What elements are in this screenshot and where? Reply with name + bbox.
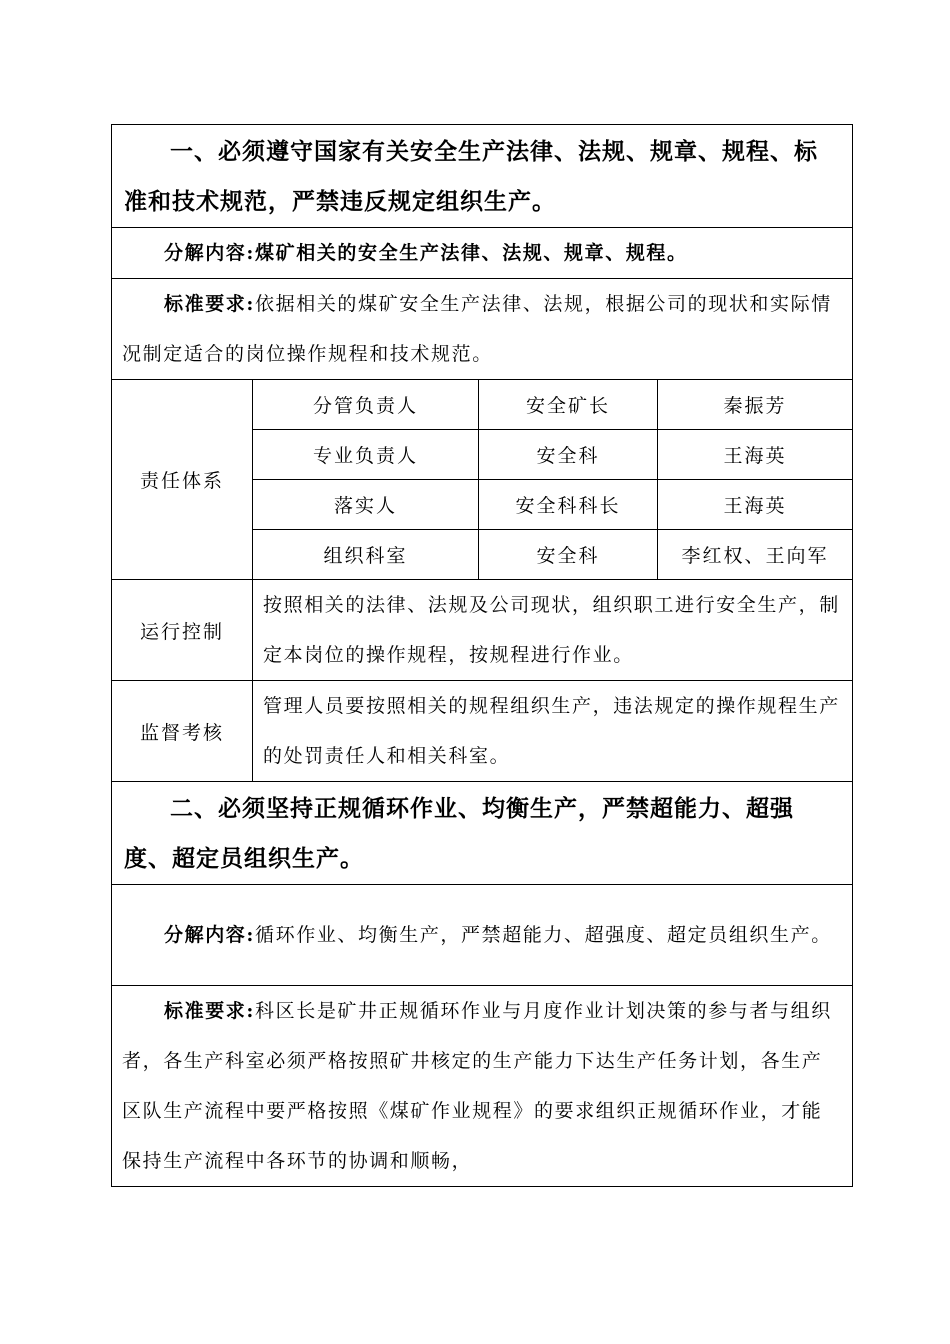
section2-standard-row <box>112 986 853 1187</box>
supervision-label: 监督考核 <box>112 681 253 782</box>
section2-title-row <box>112 782 853 885</box>
decompose-text: 循环作业、均衡生产，严禁超能力、超强度、超定员组织生产。 <box>255 924 832 946</box>
operation-control-label: 运行控制 <box>112 580 253 681</box>
decompose-text: 煤矿相关的安全生产法律、法规、规章、规程。 <box>255 242 688 264</box>
decompose-label: 分解内容: <box>164 924 256 946</box>
person-cell: 王海英 <box>658 430 853 480</box>
responsibility-label: 责任体系 <box>112 380 253 580</box>
role-cell: 组织科室 <box>253 530 479 580</box>
person-cell: 秦振芳 <box>658 380 853 430</box>
section1-title-row <box>112 125 853 228</box>
operation-control-text: 按照相关的法律、法规及公司现状，组织职工进行安全生产，制定本岗位的操作规程，按规程进行作业。 <box>253 580 853 681</box>
decompose-label: 分解内容: <box>164 242 256 264</box>
person-cell: 王海英 <box>658 480 853 530</box>
standard-text: 依据相关的煤矿安全生产法律、法规，根据公司的现状和实际情况制定适合的岗位操作规程和技术规范。 <box>122 293 832 365</box>
dept-cell: 安全科 <box>479 430 658 480</box>
dept-cell: 安全科科长 <box>479 480 658 530</box>
section1-decompose <box>112 228 853 279</box>
responsibility-row <box>112 380 853 430</box>
role-cell: 分管负责人 <box>253 380 479 430</box>
standard-label: 标准要求: <box>164 293 256 315</box>
operation-control-row <box>112 580 853 681</box>
section1-standard-row <box>112 279 853 380</box>
section1-decompose-row <box>112 228 853 279</box>
section2-standard <box>112 986 853 1187</box>
role-cell: 落实人 <box>253 480 479 530</box>
person-cell: 李红权、王向军 <box>658 530 853 580</box>
section1-title: 一、必须遵守国家有关安全生产法律、法规、规章、规程、标准和技术规范，严禁违反规定组织生产。 <box>112 125 853 228</box>
standard-label: 标准要求: <box>164 1000 256 1022</box>
section2-decompose <box>112 885 853 986</box>
dept-cell: 安全科 <box>479 530 658 580</box>
supervision-row <box>112 681 853 782</box>
standard-text: 科区长是矿井正规循环作业与月度作业计划决策的参与者与组织者，各生产科室必须严格按照矿井核定的生产能力下达生产任务计划，各生产区队生产流程中要严格按照《煤矿作业规程》的要求组织正规循环作业，才能保持生产流程中各环节的协调和顺畅， <box>122 1000 832 1172</box>
safety-responsibility-table <box>111 124 853 1187</box>
section2-title: 二、必须坚持正规循环作业、均衡生产，严禁超能力、超强度、超定员组织生产。 <box>112 782 853 885</box>
section1-standard <box>112 279 853 380</box>
section2-decompose-row <box>112 885 853 986</box>
dept-cell: 安全矿长 <box>479 380 658 430</box>
role-cell: 专业负责人 <box>253 430 479 480</box>
supervision-text: 管理人员要按照相关的规程组织生产，违法规定的操作规程生产的处罚责任人和相关科室。 <box>253 681 853 782</box>
